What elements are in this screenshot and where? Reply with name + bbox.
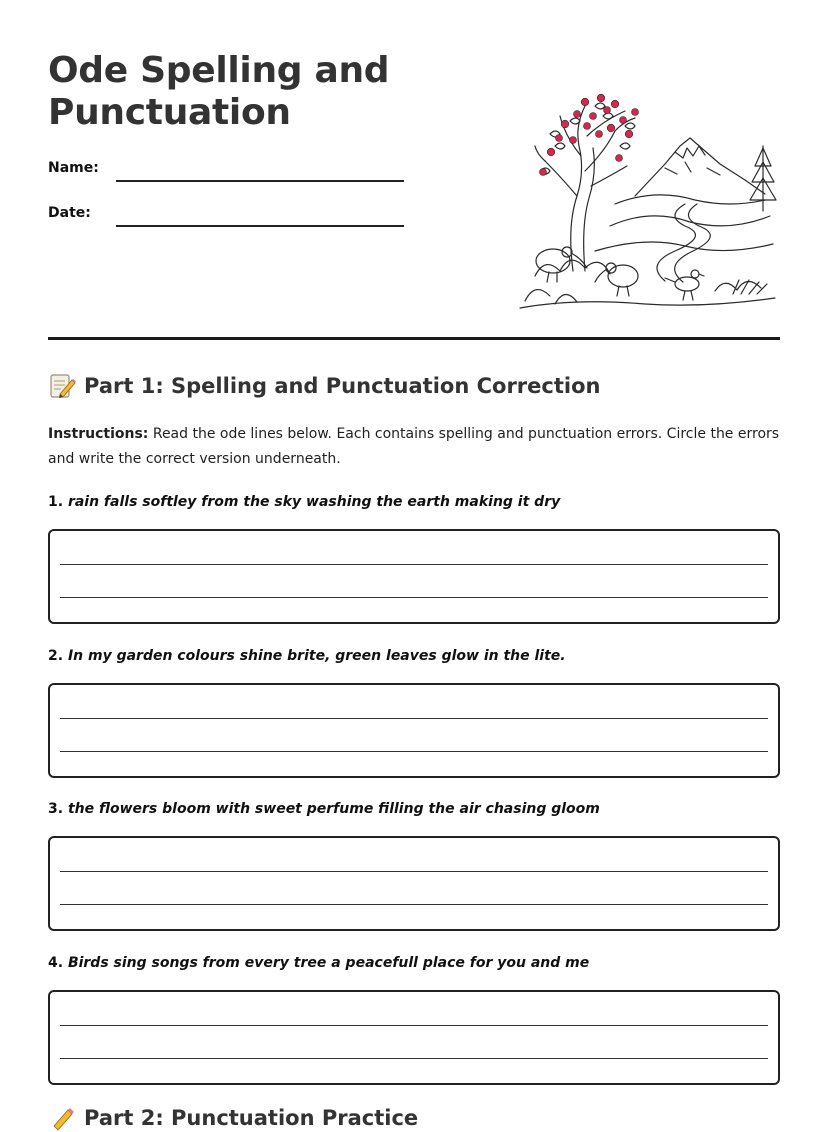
question-2 <box>48 648 566 664</box>
answer-line <box>60 751 768 752</box>
instructions <box>48 422 788 472</box>
answer-line <box>60 871 768 872</box>
question-text: the flowers bloom with sweet perfume filling the air chasing gloom <box>67 801 600 817</box>
answer-box-2[interactable] <box>48 683 780 778</box>
memo-pencil-icon <box>48 372 76 400</box>
date-field[interactable] <box>116 225 404 227</box>
title-line-2: Punctuation <box>48 92 291 133</box>
part2-title: Part 2: Punctuation Practice <box>84 1106 419 1130</box>
answer-line <box>60 597 768 598</box>
part1-heading <box>48 372 600 400</box>
part2-heading <box>48 1104 418 1132</box>
answer-line <box>60 564 768 565</box>
answer-box-3[interactable] <box>48 836 780 931</box>
header-divider <box>48 337 780 340</box>
answer-line <box>60 1058 768 1059</box>
instructions-text: Read the ode lines below. Each contains spelling and punctuation errors. Circle the errors and write the correct version underneath. <box>48 426 780 467</box>
pencil-icon <box>48 1104 76 1132</box>
answer-box-4[interactable] <box>48 990 780 1085</box>
question-text: Birds sing songs from every tree a peacefull place for you and me <box>67 955 590 971</box>
answer-line <box>60 1025 768 1026</box>
answer-line <box>60 904 768 905</box>
worksheet-title <box>48 50 389 134</box>
name-label: Name: <box>48 160 99 176</box>
title-line-1: Ode Spelling and <box>48 50 390 91</box>
name-field[interactable] <box>116 180 404 182</box>
question-3 <box>48 801 600 817</box>
answer-box-1[interactable] <box>48 529 780 624</box>
question-text: rain falls softley from the sky washing the earth making it dry <box>67 494 561 510</box>
question-number: 3. <box>48 801 64 817</box>
question-number: 1. <box>48 494 64 510</box>
date-label: Date: <box>48 205 91 221</box>
answer-line <box>60 718 768 719</box>
question-number: 2. <box>48 648 64 664</box>
question-number: 4. <box>48 955 64 971</box>
question-text: In my garden colours shine brite, green leaves glow in the lite. <box>67 648 566 664</box>
question-1 <box>48 494 560 510</box>
part1-title: Part 1: Spelling and Punctuation Correction <box>84 374 601 398</box>
landscape-illustration-icon <box>515 76 780 314</box>
instructions-label: Instructions: <box>48 426 149 442</box>
question-4 <box>48 955 589 971</box>
